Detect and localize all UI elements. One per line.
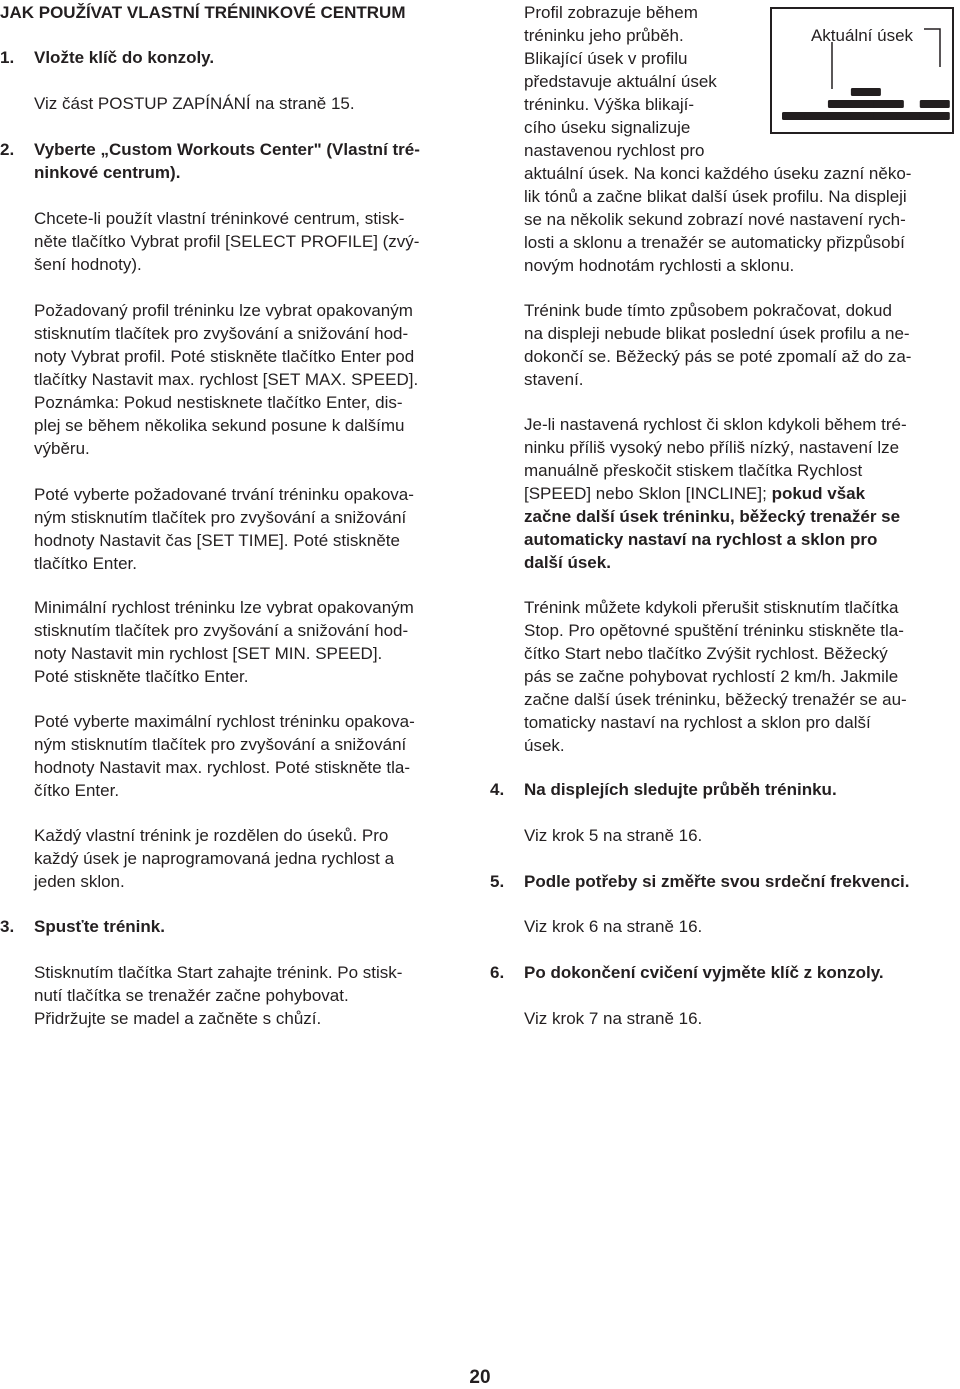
paragraph-max-speed bbox=[34, 710, 415, 802]
text-line: čítko Enter. bbox=[34, 781, 120, 800]
step-4-title: Na displejích sledujte průběh tréninku. bbox=[524, 780, 837, 799]
paragraph-manual-override bbox=[524, 413, 907, 574]
text-line: Požadovaný profil tréninku lze vybrat opakovaným bbox=[34, 301, 413, 320]
text-line: ninkové centrum). bbox=[34, 163, 181, 182]
text-line: Poté vyberte požadované trvání tréninku opakova- bbox=[34, 485, 414, 504]
text-line: Je-li nastavená rychlost či sklon kdykoli během tré- bbox=[524, 415, 907, 434]
step-4-reference: Viz krok 5 na straně 16. bbox=[524, 826, 703, 845]
bold-fragment: pokud však bbox=[771, 484, 866, 503]
text-line: začne další úsek tréninku, běžecký trenažér se au- bbox=[524, 690, 907, 709]
step-1-number: 1. bbox=[0, 48, 15, 67]
text-line: ninku příliš vysoký nebo příliš nízký, nastavení lze bbox=[524, 438, 900, 457]
text-line: Stisknutím tlačítka Start zahajte trénink. Po stisk- bbox=[34, 963, 403, 982]
text-line: dokončí se. Běžecký pás se poté zpomalí až do za- bbox=[524, 347, 912, 366]
step-3-number: 3. bbox=[0, 917, 15, 936]
text-line: tréninku jeho průběh. bbox=[524, 26, 684, 45]
paragraph-continue bbox=[524, 299, 911, 391]
text-line: nutí tlačítka se trenažér začne pohybovat. bbox=[34, 986, 349, 1005]
text-line: tomaticky nastaví na rychlost a sklon pro další bbox=[524, 713, 871, 732]
text-line: úsek. bbox=[524, 736, 565, 755]
step-6-reference: Viz krok 7 na straně 16. bbox=[524, 1009, 703, 1028]
step-6-number: 6. bbox=[490, 963, 505, 982]
step-1-paragraph bbox=[34, 92, 355, 115]
text-line: tlačítky Nastavit max. rychlost [SET MAX. SPEED]. bbox=[34, 370, 419, 389]
text-line bbox=[524, 482, 907, 505]
text-line: manuálně přeskočit stiskem tlačítka Rychlost bbox=[524, 461, 863, 480]
text-line: Chcete-li použít vlastní tréninkové centrum, stisk- bbox=[34, 209, 405, 228]
text-line: pás se začne pohybovat rychlostí 2 km/h. Jakmile bbox=[524, 667, 899, 686]
step-3-title: Spusťte trénink. bbox=[34, 917, 165, 936]
text-line: jeden sklon. bbox=[34, 872, 125, 891]
step-2-title bbox=[34, 138, 420, 184]
step-5-title: Podle potřeby si změřte svou srdeční frekvenci. bbox=[524, 872, 910, 891]
text-line: Poté vyberte maximální rychlost tréninku opakova- bbox=[34, 712, 415, 731]
step-6-title: Po dokončení cvičení vyjměte klíč z konzoly. bbox=[524, 963, 884, 982]
text-line: stavení. bbox=[524, 370, 584, 389]
text-line: Každý vlastní trénink je rozdělen do úseků. Pro bbox=[34, 826, 389, 845]
text-line: stisknutím tlačítek pro zvyšování a snižování hod- bbox=[34, 324, 409, 343]
paragraph-stop bbox=[524, 596, 907, 757]
caption-bracket-line bbox=[924, 29, 940, 67]
text-line: aktuální úsek. Na konci každého úseku zazní něko- bbox=[524, 164, 912, 183]
profile-segment-block bbox=[920, 100, 950, 108]
step-5-reference: Viz krok 6 na straně 16. bbox=[524, 917, 703, 936]
text-line: plej se během několika sekund posune k dalšímu bbox=[34, 416, 405, 435]
text-line: Minimální rychlost tréninku lze vybrat opakovaným bbox=[34, 598, 414, 617]
text-line: noty Vybrat profil. Poté stiskněte tlačítko Enter pod bbox=[34, 347, 415, 366]
section-title: JAK POUŽÍVAT VLASTNÍ TRÉNINKOVÉ CENTRUM bbox=[0, 3, 406, 22]
text-line: každý úsek je naprogramovaná jedna rychlost a bbox=[34, 849, 395, 868]
paragraph-set-time bbox=[34, 483, 414, 575]
page-number: 20 bbox=[469, 1367, 491, 1388]
text-line: Vyberte „Custom Workouts Center" (Vlastní tré- bbox=[34, 140, 420, 159]
text-line: něte tlačítko Vybrat profil [SELECT PROFILE] (zvý- bbox=[34, 232, 420, 251]
paragraph-profile-choice bbox=[34, 299, 418, 460]
text-line: šení hodnoty). bbox=[34, 255, 142, 274]
text-line: automaticky nastaví na rychlost a sklon pro bbox=[524, 530, 878, 549]
text-line: lik tónů a začne blikat další úsek profilu. Na displeji bbox=[524, 187, 907, 206]
text-line: Profil zobrazuje během bbox=[524, 3, 698, 22]
text-line: čítko Start nebo tlačítko Zvýšit rychlost. Běžecký bbox=[524, 644, 888, 663]
text-line: začne další úsek tréninku, běžecký trenažér se bbox=[524, 507, 901, 526]
paragraph-start bbox=[34, 961, 402, 1030]
text-line: na displeji nebude blikat poslední úsek profilu a ne- bbox=[524, 324, 910, 343]
text-line: ným stisknutím tlačítek pro zvyšování a snižování bbox=[34, 735, 407, 754]
text-line: se na několik sekund zobrazí nové nastavení rych- bbox=[524, 210, 906, 229]
text-line: nastavenou rychlost pro bbox=[524, 141, 705, 160]
text-line: Trénink bude tímto způsobem pokračovat, dokud bbox=[524, 301, 892, 320]
text-line: představuje aktuální úsek bbox=[524, 72, 717, 91]
text-line: tréninku. Výška blikají- bbox=[524, 95, 695, 114]
paragraph-min-speed bbox=[34, 596, 414, 688]
text-line: stisknutím tlačítek pro zvyšování a snižování hod- bbox=[34, 621, 409, 640]
step-2-number: 2. bbox=[0, 140, 15, 159]
paragraph-select-profile bbox=[34, 207, 419, 276]
text-line: hodnoty Nastavit max. rychlost. Poté stiskněte tla- bbox=[34, 758, 411, 777]
text-line: novým hodnotám rychlosti a sklonu. bbox=[524, 256, 795, 275]
text-line: Přidržujte se madel a začněte s chůzí. bbox=[34, 1009, 322, 1028]
text-line: Poznámka: Pokud nestisknete tlačítko Enter, dis- bbox=[34, 393, 403, 412]
text-line: další úsek. bbox=[524, 553, 611, 572]
text-line: noty Nastavit min rychlost [SET MIN. SPEED]. bbox=[34, 644, 383, 663]
text-line: tlačítko Enter. bbox=[34, 554, 137, 573]
profile-segment-block bbox=[920, 112, 950, 120]
step-5-number: 5. bbox=[490, 872, 505, 891]
paragraph-profile-progress bbox=[524, 1, 911, 277]
text-line: ným stisknutím tlačítek pro zvyšování a snižování bbox=[34, 508, 407, 527]
paragraph-segments bbox=[34, 824, 394, 893]
text-line: výběru. bbox=[34, 439, 90, 458]
step-1-title: Vložte klíč do konzoly. bbox=[34, 48, 215, 67]
profile-caption: Aktuální úsek bbox=[810, 26, 914, 45]
text-line: Poté stiskněte tlačítko Enter. bbox=[34, 667, 249, 686]
text-line: Blikající úsek v profilu bbox=[524, 49, 688, 68]
step-4-number: 4. bbox=[490, 780, 505, 799]
text-line: Viz část POSTUP ZAPÍNÁNÍ na straně 15. bbox=[34, 94, 355, 113]
text-line: cího úseku signalizuje bbox=[524, 118, 691, 137]
text-line: Trénink můžete kdykoli přerušit stisknutím tlačítka bbox=[524, 598, 899, 617]
text-line: Stop. Pro opětovné spuštění tréninku stiskněte tla- bbox=[524, 621, 904, 640]
text-fragment: [SPEED] nebo Sklon [INCLINE]; bbox=[524, 484, 772, 503]
text-line: losti a sklonu a trenažér se automaticky přizpůsobí bbox=[524, 233, 905, 252]
text-line: hodnoty Nastavit čas [SET TIME]. Poté stiskněte bbox=[34, 531, 400, 550]
